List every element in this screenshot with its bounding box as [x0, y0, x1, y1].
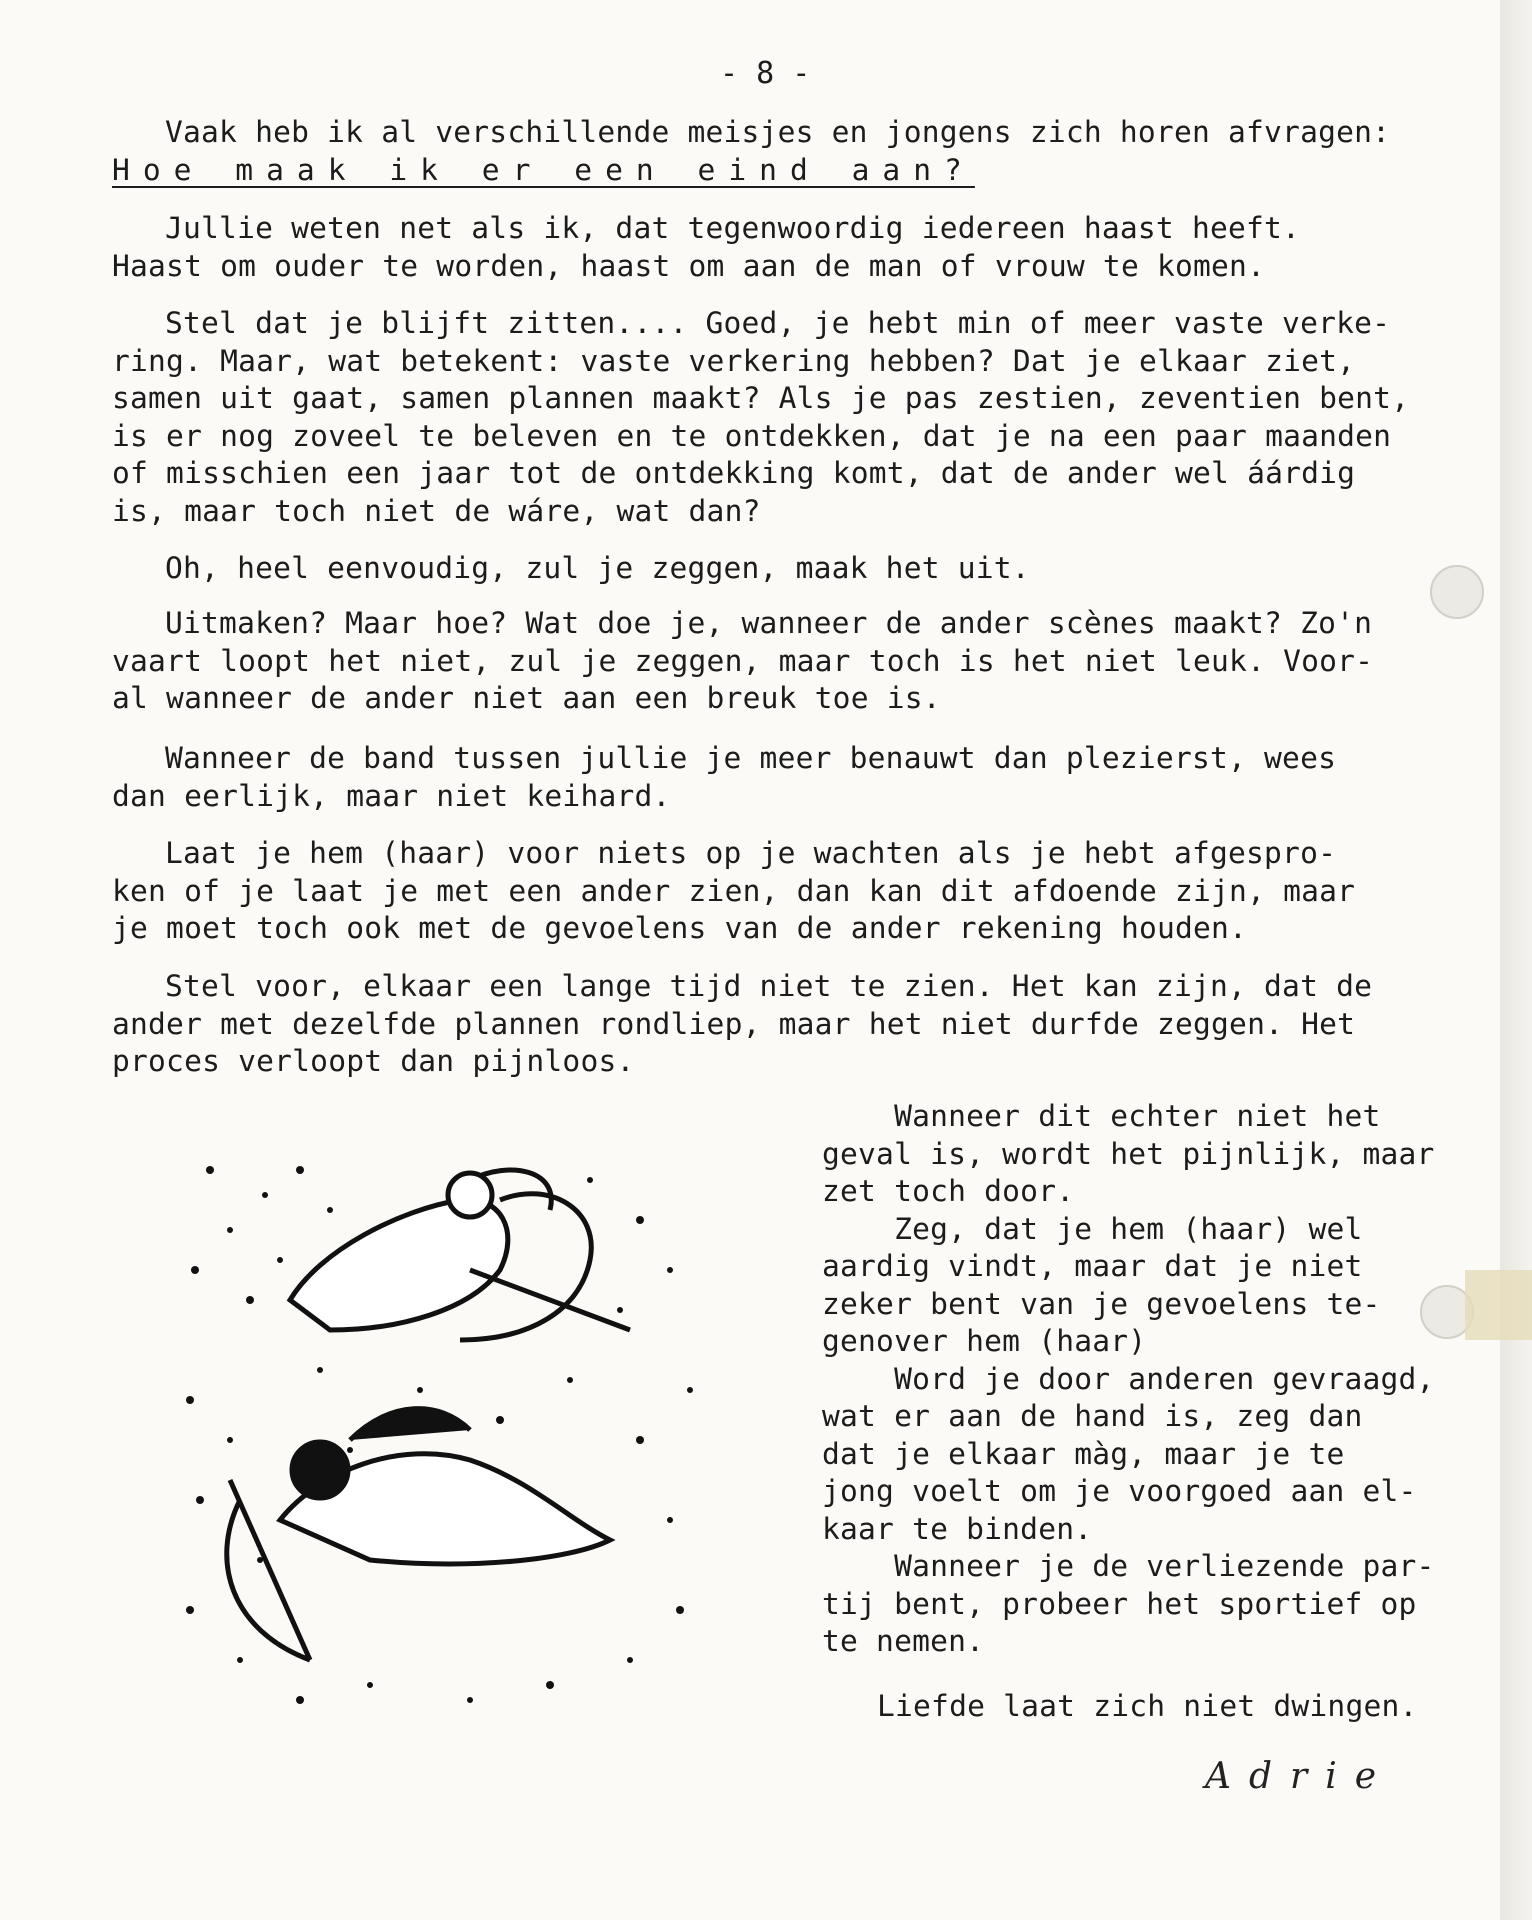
- article-title: Hoe maak ik er een eind aan?: [112, 153, 975, 187]
- paragraph-line: proces verloopt dan pijnloos.: [112, 1044, 635, 1078]
- page-edge: [1500, 0, 1532, 1920]
- paragraph-line: Uitmaken? Maar hoe? Wat doe je, wanneer de ander scènes maakt? Zo'n: [165, 606, 1373, 640]
- tape-strip: [1465, 1270, 1532, 1340]
- cupids-with-bows-icon: [170, 1140, 730, 1720]
- paragraph-line: ander met dezelfde plannen rondliep, maar het niet durfde zeggen. Het: [112, 1006, 1356, 1041]
- paragraph-line: samen uit gaat, samen plannen maakt? Als je pas zestien, zeventien bent,: [112, 381, 1410, 415]
- page-number: - 8 -: [720, 56, 811, 91]
- paragraph-line: Wanneer de band tussen jullie je meer benauwt dan plezierst, wees: [165, 741, 1337, 775]
- intro-line: Vaak heb ik al verschillende meisjes en jongens zich horen afvragen:: [165, 115, 1391, 149]
- paragraph-line: al wanneer de ander niet aan een breuk toe is.: [112, 681, 941, 715]
- paragraph-line: Haast om ouder te worden, haast om aan de man of vrouw te komen.: [112, 248, 1266, 283]
- paragraph-line: je moet toch ook met de gevoelens van de ander rekening houden.: [112, 911, 1248, 945]
- paragraph-line: is er nog zoveel te beleven en te ontdekken, dat je na een paar maanden: [112, 418, 1392, 453]
- signature: Adrie: [1205, 1756, 1395, 1797]
- paragraph-line: Oh, heel eenvoudig, zul je zeggen, maak het uit.: [165, 551, 1030, 585]
- paragraph-line: Stel dat je blijft zitten.... Goed, je hebt min of meer vaste verke-: [165, 306, 1391, 340]
- paragraph-line: is, maar toch niet de wáre, wat dan?: [112, 493, 761, 528]
- closing-line: Liefde laat zich niet dwingen.: [877, 1689, 1418, 1723]
- paragraph-line: of misschien een jaar tot de ontdekking komt, dat de ander wel áárdig: [112, 456, 1356, 490]
- paragraph-line: Laat je hem (haar) voor niets op je wachten als je hebt afgespro-: [165, 836, 1337, 870]
- paragraph-line: Stel voor, elkaar een lange tijd niet te zien. Het kan zijn, dat de: [165, 969, 1373, 1003]
- paragraph-line: Jullie weten net als ik, dat tegenwoordig iedereen haast heeft.: [165, 211, 1301, 245]
- right-column-text: Wanneer dit echter niet het geval is, wordt het pijnlijk, maar zet toch door. Zeg, dat je hem (haar) wel aardig vindt, maar dat je niet zeker bent van je gevoelens te- genover hem (haar) Word je door anderen gevraagd, wat er aan de hand is, zeg dan dat je elkaar màg, maar je te jong voelt om je voorgoed aan el- kaar te binden. Wanneer je de verliezende par- tij bent, probeer het sportief op te nemen.: [822, 1099, 1435, 1658]
- paragraph-line: ken of je laat je met een ander zien, dan kan dit afdoende zijn, maar: [112, 873, 1356, 908]
- paragraph-line: dan eerlijk, maar niet keihard.: [112, 778, 671, 813]
- paragraph-line: ring. Maar, wat betekent: vaste verkering hebben? Dat je elkaar ziet,: [112, 343, 1356, 378]
- punch-hole-top: [1430, 565, 1484, 619]
- paragraph-line: vaart loopt het niet, zul je zeggen, maar toch is het niet leuk. Voor-: [112, 643, 1374, 678]
